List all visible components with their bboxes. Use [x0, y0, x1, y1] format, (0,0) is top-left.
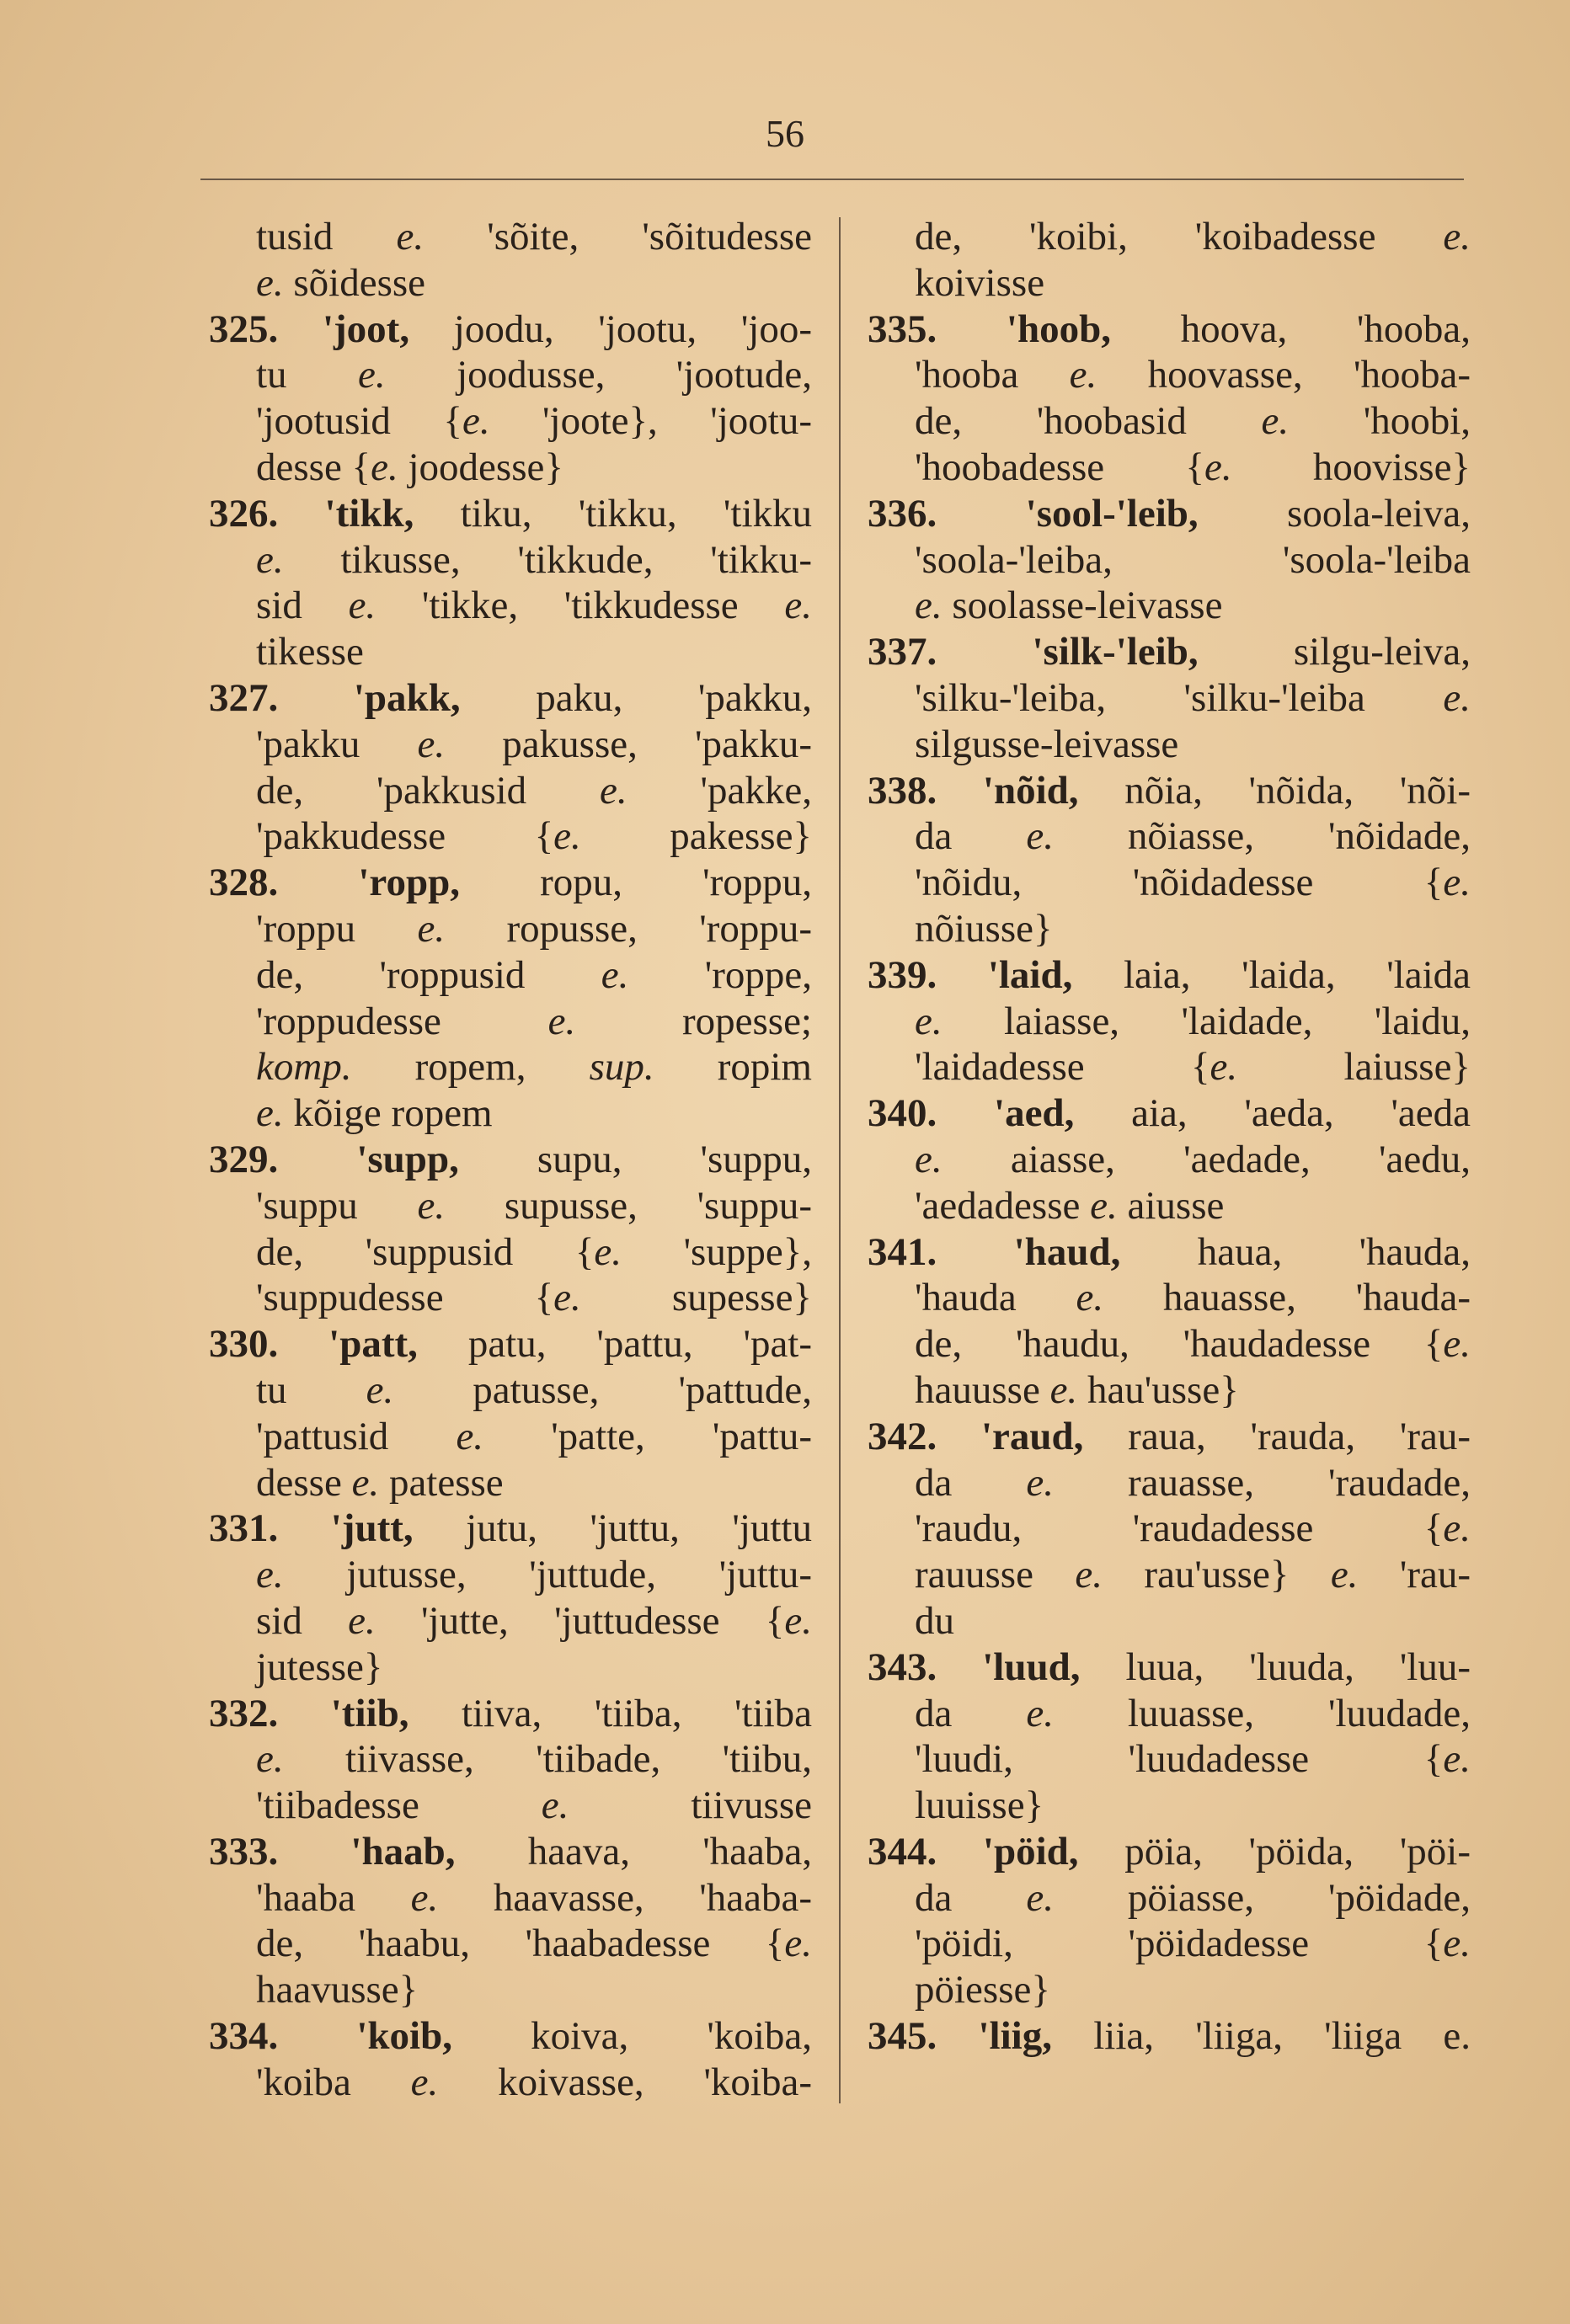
entry-continuation-line: desse e. patesse	[256, 1460, 504, 1505]
entry-number: 327.	[209, 675, 279, 720]
entry-continuation-line: nõiusse}	[915, 906, 1053, 951]
abbreviation: e.	[1443, 861, 1471, 905]
headword: 'jutt,	[330, 1506, 414, 1551]
entry-number: 335.	[868, 306, 937, 351]
entry-continuation-line: haavusse}	[256, 1968, 419, 2012]
abbreviation: e.	[348, 1598, 376, 1643]
entry-continuation-line: 'hooba e. hoovasse, 'hooba-	[915, 353, 1471, 397]
inflection-forms: joodu, 'jootu, 'joo-	[453, 306, 812, 351]
abbreviation: e.	[1090, 1183, 1118, 1228]
abbreviation: e.	[1204, 445, 1232, 489]
inflection-forms: ropu, 'roppu,	[540, 861, 812, 905]
entry-continuation-line: 'suppu e. supusse, 'suppu-	[256, 1183, 812, 1228]
entry-continuation-line: da e. nõiasse, 'nõidade,	[915, 814, 1471, 859]
abbreviation: e.	[1049, 1367, 1078, 1412]
header-rule	[200, 179, 1464, 180]
abbreviation: e.	[348, 584, 376, 628]
abbreviation: e.	[396, 215, 425, 259]
abbreviation: e.	[1330, 1553, 1359, 1597]
abbreviation: e.	[1443, 1322, 1471, 1367]
abbreviation: e.	[600, 768, 627, 813]
abbreviation: e.	[417, 1183, 446, 1228]
entry-number: 339.	[868, 952, 937, 997]
entry-continuation-line: 'roppudesse e. ropesse;	[256, 999, 812, 1043]
entry-continuation-line: 'roppu e. ropusse, 'roppu-	[256, 906, 812, 951]
entry-number: 328.	[209, 861, 279, 905]
entry-headline	[209, 1829, 812, 1875]
headword: 'liig,	[978, 2014, 1052, 2059]
entry-headline	[868, 491, 1471, 537]
entry-continuation-line: e. kõige ropem	[256, 1091, 493, 1136]
abbreviation: e.	[256, 260, 284, 305]
abbreviation: e.	[1076, 1276, 1104, 1320]
abbreviation: e.	[1261, 399, 1290, 444]
headword: 'raud,	[980, 1414, 1084, 1458]
headword: 'silk-'leib,	[1032, 630, 1199, 674]
entry-continuation-line: sid e. 'jutte, 'juttudesse {e.	[256, 1598, 812, 1643]
entry-number: 331.	[209, 1506, 279, 1551]
entry-continuation-line: hauusse e. hau'usse}	[915, 1367, 1239, 1412]
inflection-forms: tiiva, 'tiiba, 'tiiba	[461, 1691, 812, 1735]
abbreviation: e.	[601, 952, 629, 997]
abbreviation: e.	[417, 906, 446, 951]
abbreviation: e.	[1443, 1737, 1471, 1782]
entry-number: 342.	[868, 1414, 937, 1458]
entry-continuation-line: 'hauda e. hauasse, 'hauda-	[915, 1276, 1471, 1320]
abbreviation: e.	[256, 1091, 284, 1136]
abbreviation: sup.	[589, 1045, 654, 1090]
headword: 'tikk,	[324, 491, 414, 536]
entry-continuation-line: de, 'roppusid e. 'roppe,	[256, 952, 812, 997]
entry-continuation-line: e. aiasse, 'aedade, 'aedu,	[915, 1137, 1471, 1181]
entry-continuation-line: 'tiibadesse e. tiivusse	[256, 1783, 812, 1828]
inflection-forms: patu, 'pattu, 'pat-	[467, 1322, 812, 1367]
entry-headline	[868, 952, 1471, 999]
entry-continuation-line: komp. ropem, sup. ropim	[256, 1045, 812, 1090]
entry-continuation-line: 'jootusid {e. 'joote}, 'jootu-	[256, 399, 812, 444]
headword: 'pakk,	[353, 675, 461, 720]
abbreviation: e.	[1026, 1460, 1054, 1505]
inflection-forms: luua, 'luuda, 'luu-	[1125, 1644, 1471, 1689]
abbreviation: e.	[553, 1276, 581, 1320]
inflection-forms: paku, 'pakku,	[536, 675, 812, 720]
entry-continuation-line: 'raudu, 'raudadesse {e.	[915, 1506, 1471, 1551]
entry-continuation-line: du	[915, 1598, 954, 1643]
entry-number: 344.	[868, 1829, 937, 1874]
entry-number: 326.	[209, 491, 279, 536]
entry-continuation-line: e. jutusse, 'juttude, 'juttu-	[256, 1553, 812, 1597]
abbreviation: e.	[784, 1922, 812, 1966]
abbreviation: e.	[256, 1737, 284, 1782]
entry-number: 340.	[868, 1091, 937, 1136]
headword: 'laid,	[987, 952, 1073, 997]
abbreviation: e.	[371, 445, 398, 489]
entry-continuation-line: da e. pöiasse, 'pöidade,	[915, 1875, 1471, 1920]
inflection-forms: laia, 'laida, 'laida	[1123, 952, 1471, 997]
entry-number: 334.	[209, 2014, 279, 2059]
entry-continuation-line: 'haaba e. haavasse, 'haaba-	[256, 1875, 812, 1920]
entry-continuation-line: e. tikusse, 'tikkude, 'tikku-	[256, 537, 812, 582]
headword: 'haud,	[1013, 1229, 1121, 1274]
abbreviation: e.	[784, 1598, 812, 1643]
abbreviation: e.	[417, 722, 446, 766]
entry-continuation-line: de, 'haabu, 'haabadesse {e.	[256, 1922, 812, 1966]
entry-headline	[209, 1137, 812, 1183]
entry-number: 332.	[209, 1691, 279, 1735]
entry-headline	[209, 1691, 812, 1737]
abbreviation: e.	[915, 1137, 943, 1181]
entry-headline	[868, 1414, 1471, 1460]
headword: 'nõid,	[982, 768, 1079, 813]
abbreviation: e.	[915, 999, 943, 1043]
page-number: 56	[766, 112, 804, 155]
entry-number: 345.	[868, 2014, 937, 2059]
entry-headline	[209, 306, 812, 353]
abbreviation: e.	[256, 537, 284, 582]
entry-headline	[868, 1829, 1471, 1875]
entry-continuation-line: 'pattusid e. 'patte, 'pattu-	[256, 1414, 812, 1458]
abbreviation: e.	[1443, 215, 1471, 259]
entry-continuation-line: da e. luuasse, 'luudade,	[915, 1691, 1471, 1735]
entry-number: 341.	[868, 1229, 937, 1274]
abbreviation: e.	[410, 2060, 439, 2104]
abbreviation: e.	[256, 1553, 284, 1597]
entry-continuation-line: da e. rauasse, 'raudade,	[915, 1460, 1471, 1505]
entry-continuation-line: 'luudi, 'luudadesse {e.	[915, 1737, 1471, 1782]
entry-number: 338.	[868, 768, 937, 813]
headword: 'luud,	[982, 1644, 1081, 1689]
entry-continuation-line: de, 'suppusid {e. 'suppe},	[256, 1229, 812, 1274]
left-column	[209, 214, 812, 2106]
inflection-forms: koiva, 'koiba,	[531, 2014, 812, 2059]
abbreviation: e.	[1443, 1922, 1471, 1966]
entry-continuation-line: e. sõidesse	[256, 260, 426, 305]
inflection-forms: nõia, 'nõida, 'nõi-	[1124, 768, 1471, 813]
entry-continuation-line: e. soolasse-leivasse	[915, 584, 1223, 628]
headword: 'ropp,	[358, 861, 460, 905]
entry-continuation-line: 'pakku e. pakusse, 'pakku-	[256, 722, 812, 766]
entry-continuation-line: pöiesse}	[915, 1968, 1050, 2012]
entry-continuation-line: 'koiba e. koivasse, 'koiba-	[256, 2060, 812, 2104]
entry-continuation-line: 'pakkudesse {e. pakesse}	[256, 814, 812, 859]
headword: 'aed,	[994, 1091, 1075, 1136]
abbreviation: e.	[1210, 1045, 1238, 1090]
entry-headline	[868, 1229, 1471, 1276]
entry-headline	[209, 1321, 812, 1367]
entry-headline	[868, 306, 1471, 353]
entry-continuation-line: luuisse}	[915, 1783, 1044, 1828]
entry-continuation-line: rauusse e. rau'usse} e. 'rau-	[915, 1553, 1471, 1597]
entry-number: 325.	[209, 306, 279, 351]
inflection-forms: liia, 'liiga, 'liiga e.	[1093, 2014, 1471, 2059]
entry-continuation-line: desse {e. joodesse}	[256, 445, 563, 489]
entry-continuation-line: 'aedadesse e. aiusse	[915, 1183, 1225, 1228]
inflection-forms: aia, 'aeda, 'aeda	[1131, 1091, 1471, 1136]
entry-continuation-line: jutesse}	[256, 1644, 383, 1689]
column-divider	[839, 217, 841, 2103]
entry-number: 337.	[868, 630, 937, 674]
entry-continuation-line: de, 'hoobasid e. 'hoobi,	[915, 399, 1471, 444]
entry-continuation-line: tu e. patusse, 'pattude,	[256, 1367, 812, 1412]
entry-continuation-line: 'hoobadesse {e. hoovisse}	[915, 445, 1471, 489]
abbreviation: komp.	[256, 1045, 352, 1090]
entry-headline	[209, 1506, 812, 1552]
headword: 'hoob,	[1006, 306, 1111, 351]
entry-continuation-line: 'soola-'leiba, 'soola-'leiba	[915, 537, 1471, 582]
headword: 'koib,	[356, 2014, 452, 2059]
entry-continuation-line: 'laidadesse {e. laiusse}	[915, 1045, 1471, 1090]
abbreviation: e.	[1443, 675, 1471, 720]
entry-continuation-line: tikesse	[256, 630, 364, 674]
entry-headline	[868, 629, 1471, 675]
abbreviation: e.	[541, 1783, 569, 1828]
inflection-forms: soola-leiva,	[1287, 491, 1471, 536]
entry-continuation-line: tusid e. 'sõite, 'sõitudesse	[256, 215, 812, 259]
entry-number: 343.	[868, 1644, 937, 1689]
entry-headline	[209, 675, 812, 722]
inflection-forms: tiku, 'tikku, 'tikku	[460, 491, 812, 536]
entry-continuation-line: e. laiasse, 'laidade, 'laidu,	[915, 999, 1471, 1043]
entry-continuation-line: 'suppudesse {e. supesse}	[256, 1276, 812, 1320]
entry-continuation-line: silgusse-leivasse	[915, 722, 1179, 766]
abbreviation: e.	[358, 353, 386, 397]
headword: 'joot,	[322, 306, 410, 351]
entry-headline	[868, 768, 1471, 814]
abbreviation: e.	[1026, 1691, 1054, 1735]
entry-continuation-line: de, 'haudu, 'haudadesse {e.	[915, 1322, 1471, 1367]
abbreviation: e.	[1075, 1553, 1103, 1597]
entry-continuation-line: 'nõidu, 'nõidadesse {e.	[915, 861, 1471, 905]
headword: 'pöid,	[982, 1829, 1079, 1874]
entry-continuation-line: koivisse	[915, 260, 1045, 305]
entry-number: 330.	[209, 1322, 279, 1367]
headword: 'supp,	[356, 1137, 459, 1181]
abbreviation: e.	[1443, 1506, 1471, 1551]
entry-headline	[868, 1644, 1471, 1691]
abbreviation: e.	[553, 814, 581, 859]
entry-headline	[868, 2013, 1471, 2060]
entry-continuation-line: de, 'koibi, 'koibadesse e.	[915, 215, 1471, 259]
inflection-forms: jutu, 'juttu, 'juttu	[466, 1506, 812, 1551]
inflection-forms: hoova, 'hooba,	[1180, 306, 1471, 351]
inflection-forms: silgu-leiva,	[1293, 630, 1471, 674]
abbreviation: e.	[547, 999, 576, 1043]
headword: 'sool-'leib,	[1025, 491, 1199, 536]
inflection-forms: raua, 'rauda, 'rau-	[1128, 1414, 1471, 1458]
entry-continuation-line: tu e. joodusse, 'jootude,	[256, 353, 812, 397]
entry-headline	[209, 491, 812, 537]
entry-continuation-line: e. tiivasse, 'tiibade, 'tiibu,	[256, 1737, 812, 1782]
abbreviation: e.	[366, 1367, 394, 1412]
headword: 'tiib,	[330, 1691, 409, 1735]
entry-continuation-line: de, 'pakkusid e. 'pakke,	[256, 768, 812, 813]
entry-continuation-line: sid e. 'tikke, 'tikkudesse e.	[256, 584, 812, 628]
headword: 'patt,	[328, 1322, 418, 1367]
inflection-forms: pöia, 'pöida, 'pöi-	[1124, 1829, 1471, 1874]
abbreviation: e.	[1069, 353, 1097, 397]
entry-number: 336.	[868, 491, 937, 536]
entry-number: 333.	[209, 1829, 279, 1874]
entry-number: 329.	[209, 1137, 279, 1181]
inflection-forms: haava, 'haaba,	[527, 1829, 812, 1874]
abbreviation: e.	[462, 399, 490, 444]
right-column	[868, 214, 1471, 2060]
headword: 'haab,	[350, 1829, 456, 1874]
abbreviation: e.	[1026, 1875, 1054, 1920]
entry-headline	[868, 1090, 1471, 1137]
entry-headline	[209, 2013, 812, 2060]
abbreviation: e.	[594, 1229, 622, 1274]
abbreviation: e.	[351, 1460, 380, 1505]
abbreviation: e.	[410, 1875, 439, 1920]
abbreviation: e.	[915, 584, 943, 628]
entry-continuation-line: 'silku-'leiba, 'silku-'leiba e.	[915, 675, 1471, 720]
inflection-forms: haua, 'hauda,	[1197, 1229, 1471, 1274]
abbreviation: e.	[784, 584, 812, 628]
abbreviation: e.	[1026, 814, 1054, 859]
inflection-forms: supu, 'suppu,	[537, 1137, 812, 1181]
abbreviation: e.	[456, 1414, 484, 1458]
entry-headline	[209, 860, 812, 906]
entry-continuation-line: 'pöidi, 'pöidadesse {e.	[915, 1922, 1471, 1966]
